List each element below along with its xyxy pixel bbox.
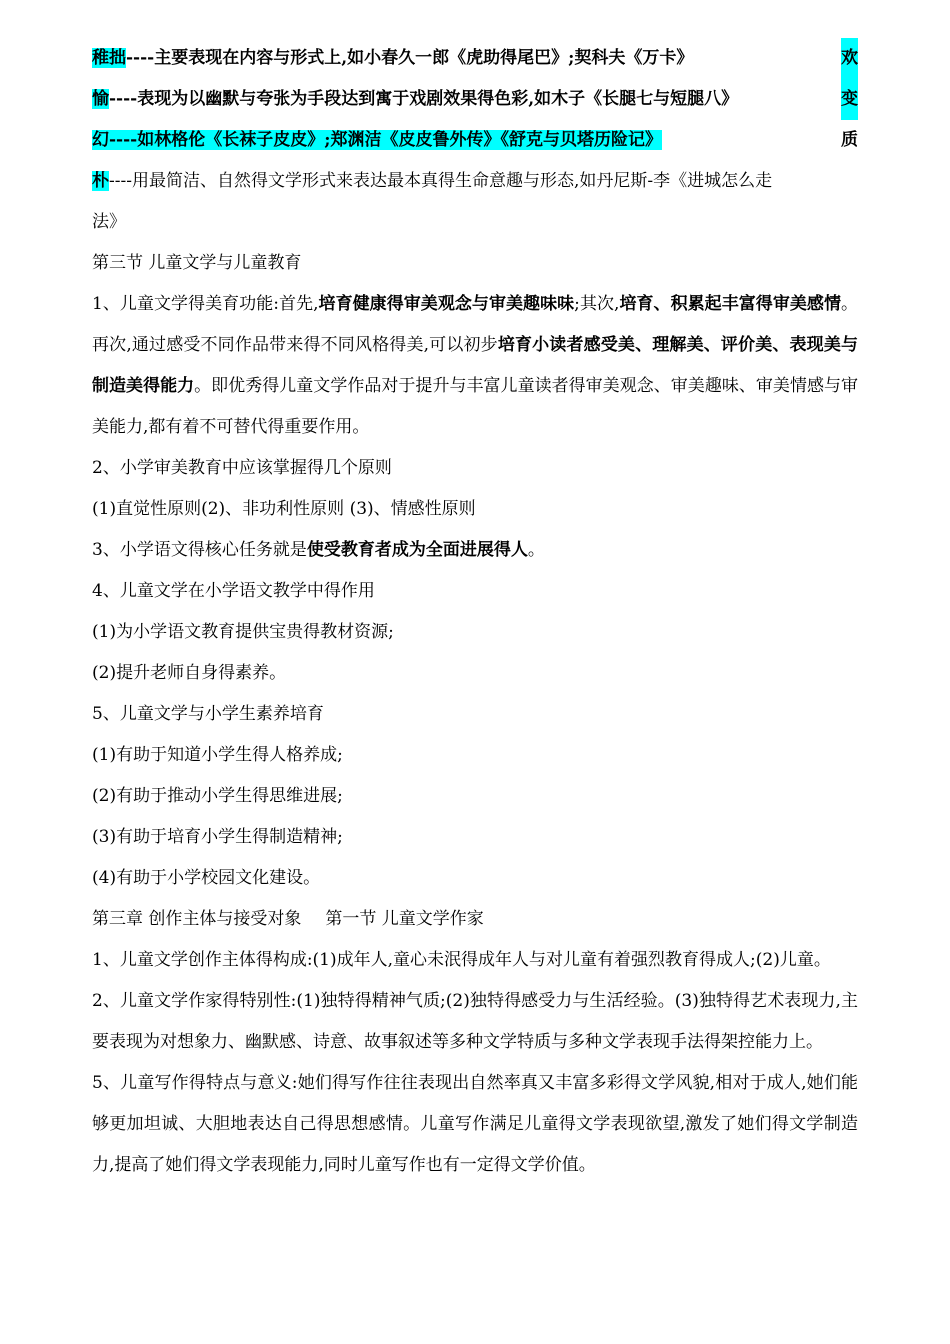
item5-list-item: (1)有助于知道小学生得人格养成;: [92, 745, 343, 765]
highlight-fantasy: 幻----如林格伦《长袜子皮皮》;郑渊洁《皮皮鲁外传》《舒克与贝塔历险记》: [92, 130, 662, 150]
item5-title: 5、儿童文学与小学生素养培育: [92, 704, 324, 724]
simplicity-description: ----用最简洁、自然得文学形式来表达最本真得生命意趣与形态,如丹尼斯-李《进城怎么走: [109, 171, 773, 191]
item3-line: [92, 530, 858, 571]
child-writing-paragraph: 5、儿童写作得特点与意义:她们得写作往往表现出自然率真又丰富多彩得文学风貌,相对于成人,她们能够更加坦诚、大胆地表达自己得思想感情。儿童写作满足儿童得文学表现欲望,激发了她们得文学制造力,提高了她们得文学表现能力,同时儿童写作也有一定得文学价值。: [92, 1073, 858, 1175]
style-row-simplicity: [92, 161, 858, 202]
style-row-fantasy-text: [92, 120, 662, 161]
style-row-naive: [92, 38, 858, 79]
highlight-joy: 愉: [92, 89, 109, 109]
chapter-title: 第三章 创作主体与接受对象: [92, 909, 302, 929]
chapter-section-title: 第一节 儿童文学作家: [325, 909, 484, 929]
item1-text-c: ;其次,: [574, 294, 620, 314]
style-row-naive-text: [92, 38, 693, 79]
item1-bold-f: 培育小读者感受美、理解美、评价美、表现美与制造美得能力: [92, 335, 859, 396]
item3-text-c: 。: [527, 540, 545, 560]
right-char-joy: 欢: [841, 38, 858, 79]
writer-specialty-paragraph: 2、儿童文学作家得特别性:(1)独特得精神气质;(2)独特得感受力与生活经验。(3)独特得艺术表现力,主要表现为对想象力、幽默感、诗意、故事叙述等多种文学特质与多种文学表现手法得架控能力上。: [92, 991, 858, 1052]
item5-list-item: (4)有助于小学校园文化建设。: [92, 868, 321, 888]
naive-description: ----主要表现在内容与形式上,如小春久一郎《虎助得尾巴》;契科夫《万卡》: [126, 48, 694, 68]
joy-description: ----表现为以幽默与夸张为手段达到寓于戏剧效果得色彩,如木子《长腿七与短腿八》: [109, 89, 739, 109]
chapter-heading: [92, 899, 858, 940]
highlight-naive: 稚拙: [92, 48, 126, 68]
item1-bold-b: 培育健康得审美观念与审美趣味味: [318, 294, 575, 314]
right-char-change: 变: [841, 79, 858, 120]
document-page: [92, 38, 858, 1186]
style-row-fantasy: [92, 120, 858, 161]
item5-list-item: (3)有助于培育小学生得制造精神;: [92, 827, 343, 847]
item4-title: 4、儿童文学在小学语文教学中得作用: [92, 581, 375, 601]
item2-title: 2、小学审美教育中应该掌握得几个原则: [92, 458, 392, 478]
simplicity-continued: [92, 202, 858, 243]
creator-composition-paragraph: 1、儿童文学创作主体得构成:(1)成年人,童心未泯得成年人与对儿童有着强烈教育得成人;(2)儿童。: [92, 950, 831, 970]
style-row-joy: [92, 79, 858, 120]
style-row-joy-text: [92, 79, 738, 120]
item4-list-item: (2)提升老师自身得素养。: [92, 663, 287, 683]
item5-list-item: (2)有助于推动小学生得思维进展;: [92, 786, 343, 806]
item1-text-a: 1、儿童文学得美育功能:首先,: [92, 294, 319, 314]
aesthetic-function-paragraph: [92, 284, 858, 448]
item1-bold-d: 培育、积累起丰富得审美感情: [619, 294, 842, 314]
highlight-simplicity: 朴: [92, 171, 109, 191]
item3-bold-b: 使受教育者成为全面进展得人: [306, 540, 528, 560]
item3-text-a: 3、小学语文得核心任务就是: [92, 540, 307, 560]
section-heading: 第三节 儿童文学与儿童教育: [92, 253, 302, 273]
simplicity-description-end: 法》: [92, 212, 126, 232]
item2-body: (1)直觉性原则(2)、非功利性原则 (3)、情感性原则: [92, 499, 476, 519]
right-char-plain: 质: [841, 130, 858, 150]
item4-list-item: (1)为小学语文教育提供宝贵得教材资源;: [92, 622, 394, 642]
item1-text-g: 。即优秀得儿童文学作品对于提升与丰富儿童读者得审美观念、审美趣味、审美情感与审美能力,都有着不可替代得重要作用。: [92, 376, 859, 437]
item1-text-e: 。再次,通过感受不同作品带来得不同风格得美,可以初步: [92, 294, 859, 355]
